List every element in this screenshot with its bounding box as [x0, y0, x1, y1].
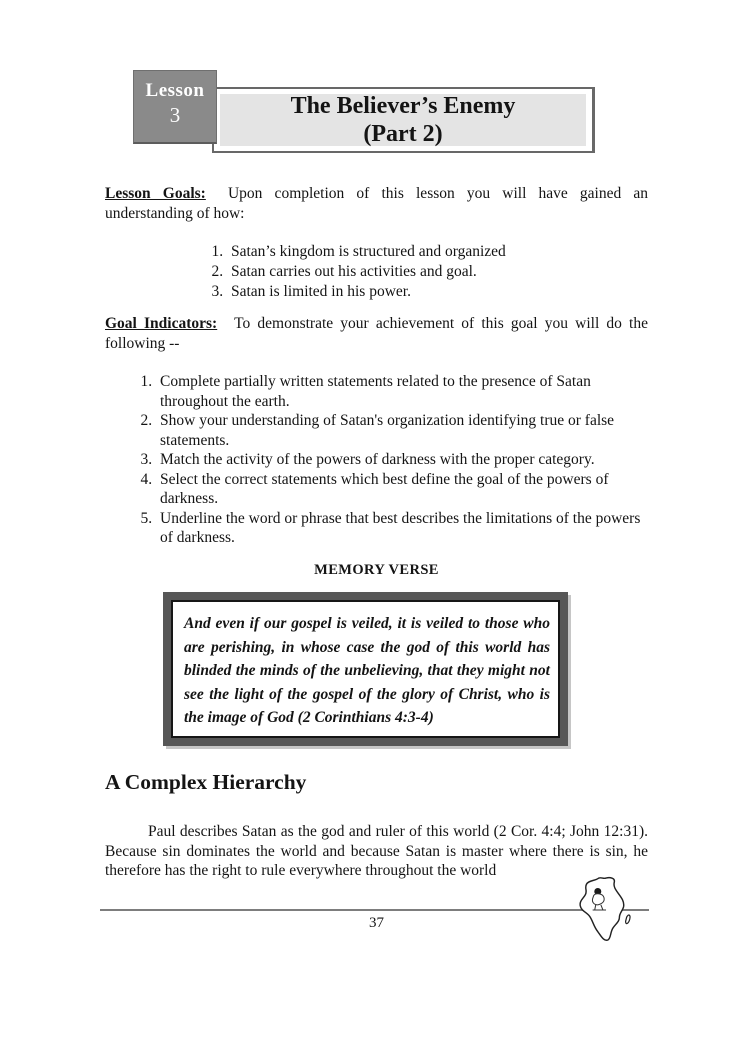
indicator-item: 3. Match the activity of the powers of darkness with the proper category. — [156, 450, 656, 470]
page-number: 37 — [369, 915, 384, 931]
section-heading: A Complex Hierarchy — [105, 770, 307, 794]
lesson-title-box — [212, 87, 595, 153]
africa-outline — [580, 878, 624, 941]
indicator-item: 5. Underline the word or phrase that best describes the limitations of the powers of darkness. — [156, 509, 656, 548]
lesson-goals-paragraph — [105, 184, 648, 223]
goal-indicators-paragraph — [105, 314, 648, 353]
lesson-goals-list — [203, 242, 647, 302]
footer-divider — [100, 909, 649, 911]
lesson-goals-intro: Upon completion of this lesson you will have gained an understanding of how: — [105, 185, 648, 222]
memory-verse-heading: MEMORY VERSE — [314, 562, 439, 578]
lesson-label: Lesson — [145, 80, 205, 101]
title-line-2: (Part 2) — [363, 121, 443, 147]
lesson-goals-heading: Lesson Goals: — [105, 185, 206, 202]
africa-map-logo — [574, 876, 636, 944]
goal-item: 1. Satan’s kingdom is structured and organized — [227, 242, 647, 262]
goal-indicators-list — [129, 372, 656, 548]
lesson-number-box — [133, 70, 217, 144]
lesson-title — [220, 94, 586, 146]
goal-indicators-heading: Goal Indicators: — [105, 315, 218, 332]
lesson-number: 3 — [169, 103, 181, 127]
goal-indicators-intro: To demonstrate your achievement of this goal you will do the following -- — [105, 315, 648, 352]
title-line-1: The Believer’s Enemy — [290, 93, 516, 119]
goal-item: 2. Satan carries out his activities and goal. — [227, 262, 647, 282]
goal-item: 3. Satan is limited in his power. — [227, 282, 647, 302]
section-paragraph: Paul describes Satan as the god and ruler of this world (2 Cor. 4:4; John 12:31). Because sin dominates the world and because Satan is master where there is sin, he therefore has the right to rule everywhere throughout the world — [105, 823, 648, 879]
indicator-item: 4. Select the correct statements which best define the goal of the powers of darkness. — [156, 470, 656, 509]
indicator-item: 2. Show your understanding of Satan's organization identifying true or false statements. — [156, 411, 656, 450]
memory-verse-text: And even if our gospel is veiled, it is veiled to those who are perishing, in whose case the god of this world has blinded the minds of the unbelieving, that they might not see the light of the gospel of the glory of Christ, who is the image of God (2 Corinthians 4:3-4) — [184, 615, 550, 726]
figure-body — [592, 894, 604, 905]
memory-verse-inner-frame — [171, 600, 560, 738]
indicator-item: 1. Complete partially written statements related to the presence of Satan throughout the earth. — [156, 372, 656, 411]
madagascar-outline — [626, 915, 630, 924]
memory-verse-box — [163, 592, 568, 746]
